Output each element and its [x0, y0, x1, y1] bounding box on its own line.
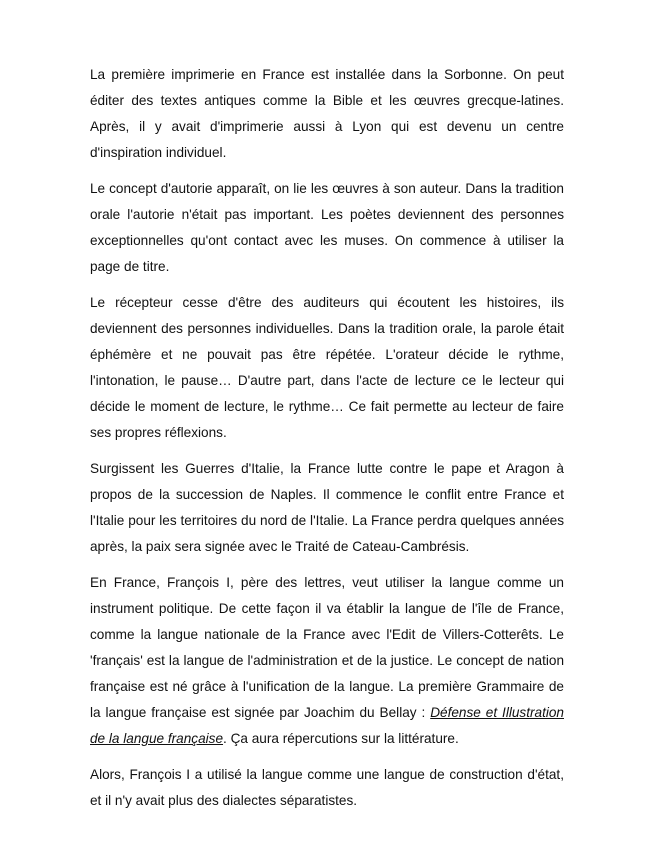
paragraph-francois-language: [90, 570, 564, 752]
paragraph-reader: Le récepteur cesse d'être des auditeurs qui écoutent les histoires, ils deviennent des personnes individuelles. Dans la tradition orale, la parole était éphémère et ne pouvait pas être répétée. L'orateur décide le rythme, l'intonation, le pause… D'autre part, dans l'acte de lecture ce le lecteur qui décide le moment de lecture, le rythme… Ce fait permette au lecteur de faire ses propres réflexions.: [90, 295, 564, 440]
paragraph-printing: La première imprimerie en France est installée dans la Sorbonne. On peut éditer des textes antiques comme la Bible et les œuvres grecque-latines. Après, il y avait d'imprimerie aussi à Lyon qui est devenu un centre d'inspiration individuel.: [90, 67, 564, 160]
paragraph-conclusion: Alors, François I a utilisé la langue comme une langue de construction d'état, et il n'y avait plus des dialectes séparatistes.: [90, 767, 564, 808]
paragraph-francois-text-after: . Ça aura répercutions sur la littérature.: [223, 731, 459, 746]
paragraph-italian-wars: Surgissent les Guerres d'Italie, la France lutte contre le pape et Aragon à propos de la succession de Naples. Il commence le conflit entre France et l'Italie pour les territoires du nord de l'Italie. La France perdra quelques années après, la paix sera signée avec le Traité de Cateau-Cambrésis.: [90, 461, 564, 554]
document-page: [90, 62, 564, 824]
paragraph-authorship: Le concept d'autorie apparaît, on lie les œuvres à son auteur. Dans la tradition orale l'autorie n'était pas important. Les poètes deviennent des personnes exceptionnelles qu'ont contact avec les muses. On commence à utiliser la page de titre.: [90, 181, 564, 274]
book-title-reference: Défense et Illustration de la langue française: [90, 705, 564, 746]
paragraph-francois-text-before: En France, François I, père des lettres, veut utiliser la langue comme un instrument politique. De cette façon il va établir la langue de l'île de France, comme la langue nationale de la France avec l'Edit de Villers-Cotterêts. Le 'français' est la langue de l'administration et de la justice. Le concept de nation française est né grâce à l'unification de la langue. La première Grammaire de la langue française est signée par Joachim du Bellay :: [90, 575, 564, 720]
